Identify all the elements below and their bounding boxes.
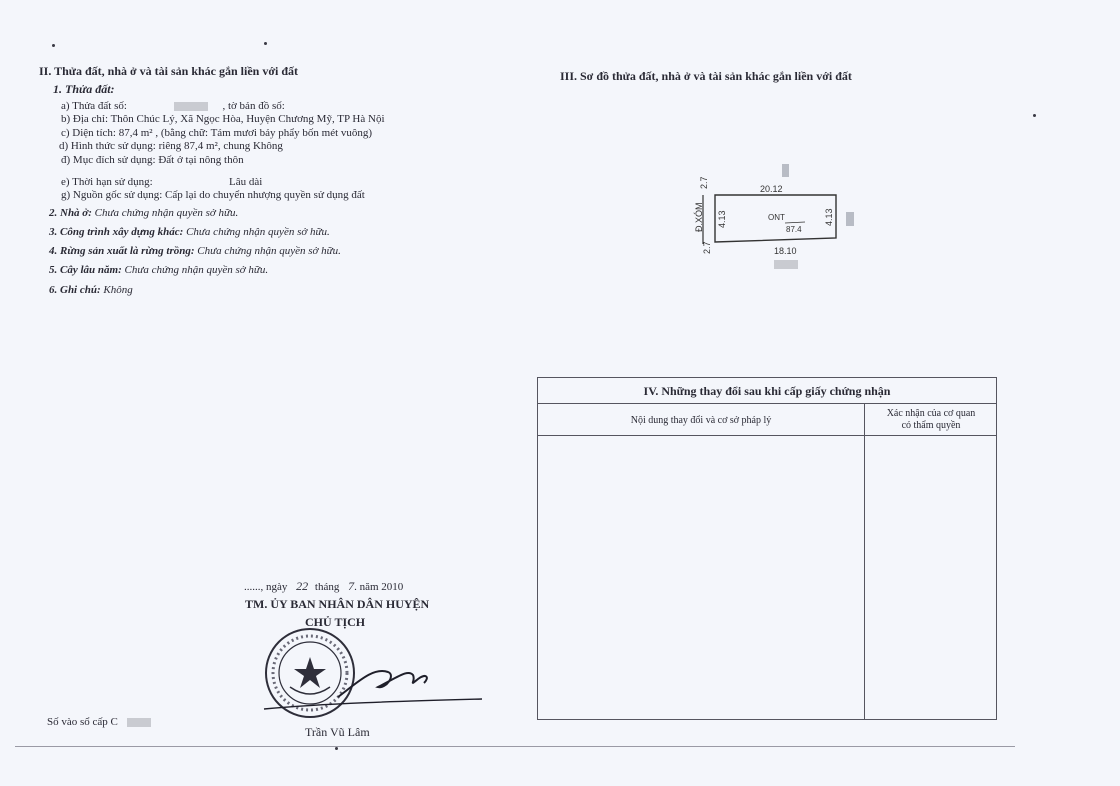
changes-table <box>537 377 997 720</box>
bottom-rule <box>15 746 1015 747</box>
authority-header-line-1: Xác nhận của cơ quan <box>886 408 976 419</box>
item-forest-label: 4. Rừng sản xuất là rừng trồng: <box>49 245 195 257</box>
item-note-value: Không <box>103 284 133 296</box>
item-construction-label: 3. Công trình xây dựng khác: <box>49 226 184 238</box>
land-parcel-subheading: 1. Thửa đất: <box>53 82 115 96</box>
redacted-mark <box>782 164 789 177</box>
redacted-mark <box>774 260 798 269</box>
usage-origin-line: g) Nguồn gốc sử dụng: Cấp lại do chuyển nhượng quyền sử dụng đất <box>61 189 365 201</box>
authority-confirmation-column-header <box>865 404 997 436</box>
scan-speck <box>264 42 267 45</box>
scan-speck <box>335 747 338 750</box>
top-edge-length: 20.12 <box>760 184 783 194</box>
item-house-value: Chưa chứng nhận quyền sở hữu. <box>94 207 239 219</box>
month-label: tháng <box>314 581 340 593</box>
usage-term-label: e) Thời hạn sử dụng: <box>61 176 153 188</box>
item-house <box>49 207 238 219</box>
item-forest-value: Chưa chứng nhận quyền sở hữu. <box>197 245 341 257</box>
change-content-column-header: Nội dung thay đổi và cơ sở pháp lý <box>630 414 772 426</box>
signer-title: CHỦ TỊCH <box>305 615 366 629</box>
bottom-edge-length: 18.10 <box>774 246 797 256</box>
section-2-heading: II. Thửa đất, nhà ở và tài sản khác gắn liền với đất <box>39 64 299 78</box>
item-perennial-label: 5. Cây lâu năm: <box>49 264 122 276</box>
registry-number <box>47 716 151 728</box>
land-area-value: 87.4 <box>786 225 802 234</box>
road-width-top: 2.7 <box>699 176 709 189</box>
redacted-mark <box>846 212 854 226</box>
usage-form-line: d) Hình thức sử dụng: riêng 87,4 m², chung Không <box>59 140 283 152</box>
redacted-parcel-number <box>174 102 208 111</box>
date-prefix: ......, ngày <box>244 581 288 593</box>
item-perennial <box>49 264 268 276</box>
authority-header-line-2: có thẩm quyền <box>901 420 961 431</box>
registry-label: Số vào sổ cấp C <box>47 716 118 728</box>
signature-stroke <box>338 671 427 697</box>
item-note-label: 6. Ghi chú: <box>49 284 101 296</box>
issue-month: 7 <box>348 579 355 593</box>
scan-speck <box>52 44 55 47</box>
road-width-bottom: 2.7 <box>702 241 712 254</box>
official-seal-and-signature <box>258 627 488 727</box>
map-sheet-label: , tờ bản đồ số: <box>222 100 285 112</box>
redacted-registry-number <box>127 718 151 727</box>
land-type-code: ONT <box>768 213 785 222</box>
road-label: Đ.XÓM <box>694 202 704 232</box>
signer-name: Trần Vũ Lâm <box>305 725 370 739</box>
scan-speck <box>1033 114 1036 117</box>
changes-table-title: IV. Những thay đổi sau khi cấp giấy chứng nhận <box>538 378 996 404</box>
address-line: b) Địa chỉ: Thôn Chúc Lý, Xã Ngọc Hòa, Huyện Chương Mỹ, TP Hà Nội <box>61 113 385 125</box>
usage-purpose-line: đ) Mục đích sử dụng: Đất ở tại nông thôn <box>61 154 244 166</box>
item-construction-value: Chưa chứng nhận quyền sở hữu. <box>186 226 330 238</box>
changes-table-header <box>538 404 996 436</box>
usage-term-value: Lâu dài <box>229 176 263 188</box>
item-house-label: 2. Nhà ở: <box>49 207 92 219</box>
issuing-organization: TM. ỦY BAN NHÂN DÂN HUYỆN <box>245 597 430 611</box>
item-note <box>49 284 133 296</box>
right-edge-length: 4.13 <box>824 208 834 226</box>
issue-year: . năm 2010 <box>354 581 404 593</box>
area-line: c) Diện tích: 87,4 m² , (bằng chữ: Tám mươi bảy phẩy bốn mét vuông) <box>61 127 373 139</box>
left-edge-length: 4.13 <box>717 210 727 228</box>
section-3-heading: III. Sơ đồ thửa đất, nhà ở và tài sản khác gắn liền với đất <box>560 69 852 83</box>
parcel-number-label: a) Thửa đất số: <box>61 100 127 112</box>
item-construction <box>49 226 330 238</box>
column-divider <box>864 404 865 720</box>
item-perennial-value: Chưa chứng nhận quyền sở hữu. <box>124 264 269 276</box>
item-forest <box>49 245 341 257</box>
issue-day: 22 <box>296 579 309 593</box>
parcel-sketch <box>688 160 868 275</box>
code-fraction-line <box>785 222 805 223</box>
parcel-number-line <box>61 100 285 112</box>
issue-date <box>244 579 403 594</box>
